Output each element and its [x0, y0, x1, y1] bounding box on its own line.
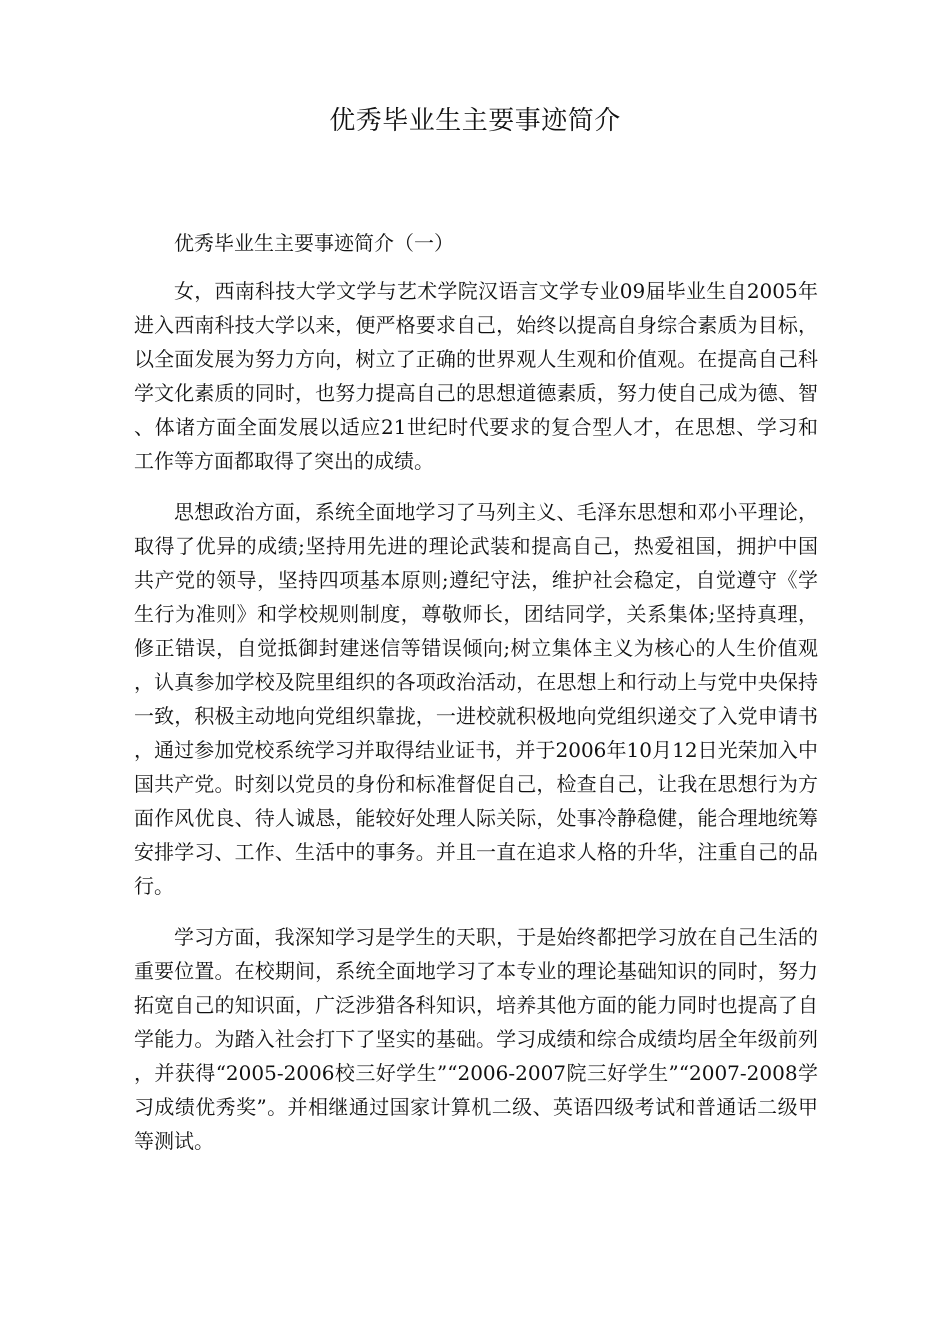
paragraph-study: 学习方面，我深知学习是学生的天职，于是始终都把学习放在自己生活的重要位置。在校期间，系统全面地学习了本专业的理论基础知识的同时，努力拓宽自己的知识面，广泛涉猎各科知识，培养其他方面的能力同时也提高了自学能力。为踏入社会打下了坚实的基础。学习成绩和综合成绩均居全年级前列，并获得“2005-2006校三好学生”“2006-2007院三好学生”“2007-2008学习成绩优秀奖”。并相继通过国家计算机二级、英语四级考试和普通话二级甲等测试。: [134, 925, 818, 1153]
section-heading: 优秀毕业生主要事迹简介（一）: [174, 231, 454, 255]
document-body: [134, 226, 818, 1175]
document-title: 优秀毕业生主要事迹简介: [329, 106, 621, 136]
paragraph-political: 思想政治方面，系统全面地学习了马列主义、毛泽东思想和邓小平理论，取得了优异的成绩;坚持用先进的理论武装和提高自己，热爱祖国，拥护中国共产党的领导，坚持四项基本原则;遵纪守法，维护社会稳定，自觉遵守《学生行为准则》和学校规则制度，尊敬师长，团结同学，关系集体;坚持真理，修正错误，自觉抵御封建迷信等错误倾向;树立集体主义为核心的人生价值观，认真参加学校及院里组织的各项政治活动，在思想上和行动上与党中央保持一致，积极主动地向党组织靠拢，一进校就积极地向党组织递交了入党申请书，通过参加党校系统学习并取得结业证书，并于2006年10月12日光荣加入中国共产党。时刻以党员的身份和标准督促自己，检查自己，让我在思想行为方面作风优良、待人诚恳，能较好处理人际关际，处事冷静稳健，能合理地统筹安排学习、工作、生活中的事务。并且一直在追求人格的升华，注重自己的品行。: [134, 500, 818, 898]
paragraph-intro: 女，西南科技大学文学与艺术学院汉语言文学专业09届毕业生自2005年进入西南科技大学以来，便严格要求自己，始终以提高自身综合素质为目标，以全面发展为努力方向，树立了正确的世界观人生观和价值观。在提高自己科学文化素质的同时，也努力提高自己的思想道德素质，努力使自己成为德、智、体诸方面全面发展以适应21世纪时代要求的复合型人才，在思想、学习和工作等方面都取得了突出的成绩。: [134, 279, 818, 473]
